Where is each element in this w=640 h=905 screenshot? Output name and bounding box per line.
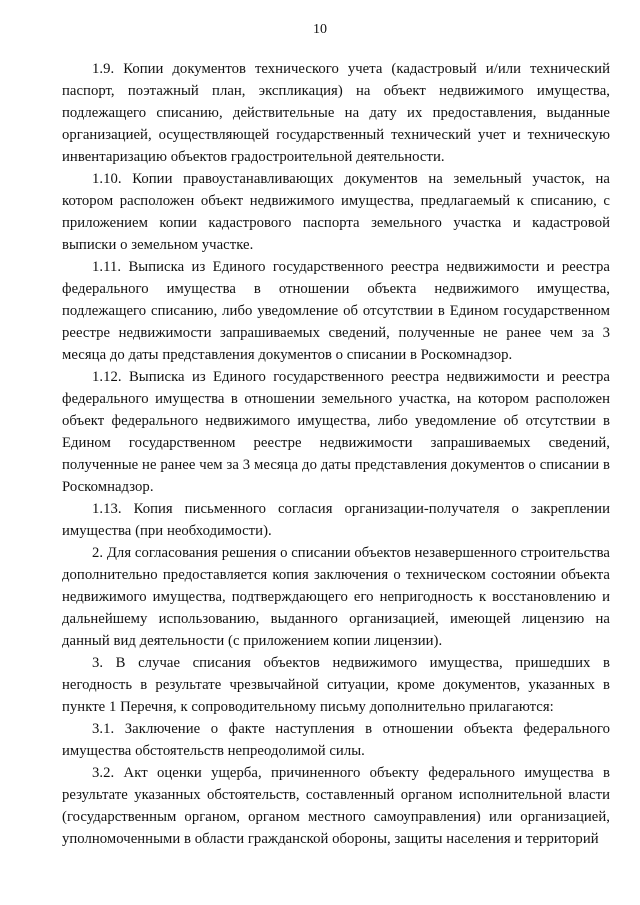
document-body — [62, 58, 610, 850]
paragraph-1-13: 1.13. Копия письменного согласия организации-получателя о закреплении имущества (при необходимости). — [62, 501, 610, 539]
paragraph-3: 3. В случае списания объектов недвижимого имущества, пришедших в негодность в результате чрезвычайной ситуации, кроме документов, указанных в пункте 1 Перечня, к сопроводительному письму дополнительно прилагаются: — [62, 655, 610, 715]
page-number: 10 — [313, 22, 327, 37]
paragraph-3-1: 3.1. Заключение о факте наступления в отношении объекта федерального имущества обстоятельств непреодолимой силы. — [62, 721, 610, 759]
paragraph-2: 2. Для согласования решения о списании объектов незавершенного строительства дополнительно предоставляется копия заключения о техническом состоянии объекта недвижимого имущества, подтверждающего его непригодность к восстановлению и дальнейшему использованию, выданного организацией, имеющей лицензию на данный вид деятельности (с приложением копии лицензии). — [62, 545, 610, 649]
paragraph-1-10: 1.10. Копии правоустанавливающих документов на земельный участок, на котором расположен объект недвижимого имущества, предлагаемый к списанию, с приложением копии кадастрового паспорта земельного участка и кадастровой выписки о земельном участке. — [62, 171, 610, 253]
paragraph-1-11: 1.11. Выписка из Единого государственного реестра недвижимости и реестра федерального имущества в отношении объекта недвижимого имущества, подлежащего списанию, либо уведомление об отсутствии в Едином государственном реестре недвижимости запрашиваемых сведений, полученные не ранее чем за 3 месяца до даты представления документов о списании в Роскомнадзор. — [62, 259, 610, 363]
paragraph-1-12: 1.12. Выписка из Единого государственного реестра недвижимости и реестра федерального имущества в отношении земельного участка, на котором расположен объект федерального недвижимого имущества, либо уведомление об отсутствии в Едином государственном реестре недвижимости запрашиваемых сведений, полученные не ранее чем за 3 месяца до даты представления документов о списании в Роскомнадзор. — [62, 369, 610, 495]
paragraph-3-2: 3.2. Акт оценки ущерба, причиненного объекту федерального имущества в результате указанных обстоятельств, составленный органом исполнительной власти (государственным органом, органом местного самоуправления) или организацией, уполномоченными в области гражданской обороны, защиты населения и территорий — [62, 765, 610, 847]
paragraph-1-9: 1.9. Копии документов технического учета (кадастровый и/или технический паспорт, поэтажный план, экспликация) на объект недвижимого имущества, подлежащего списанию, действительные на дату их предоставления, выданные организацией, осуществляющей государственный технический учет и техническую инвентаризацию объектов градостроительной деятельности. — [62, 61, 610, 165]
